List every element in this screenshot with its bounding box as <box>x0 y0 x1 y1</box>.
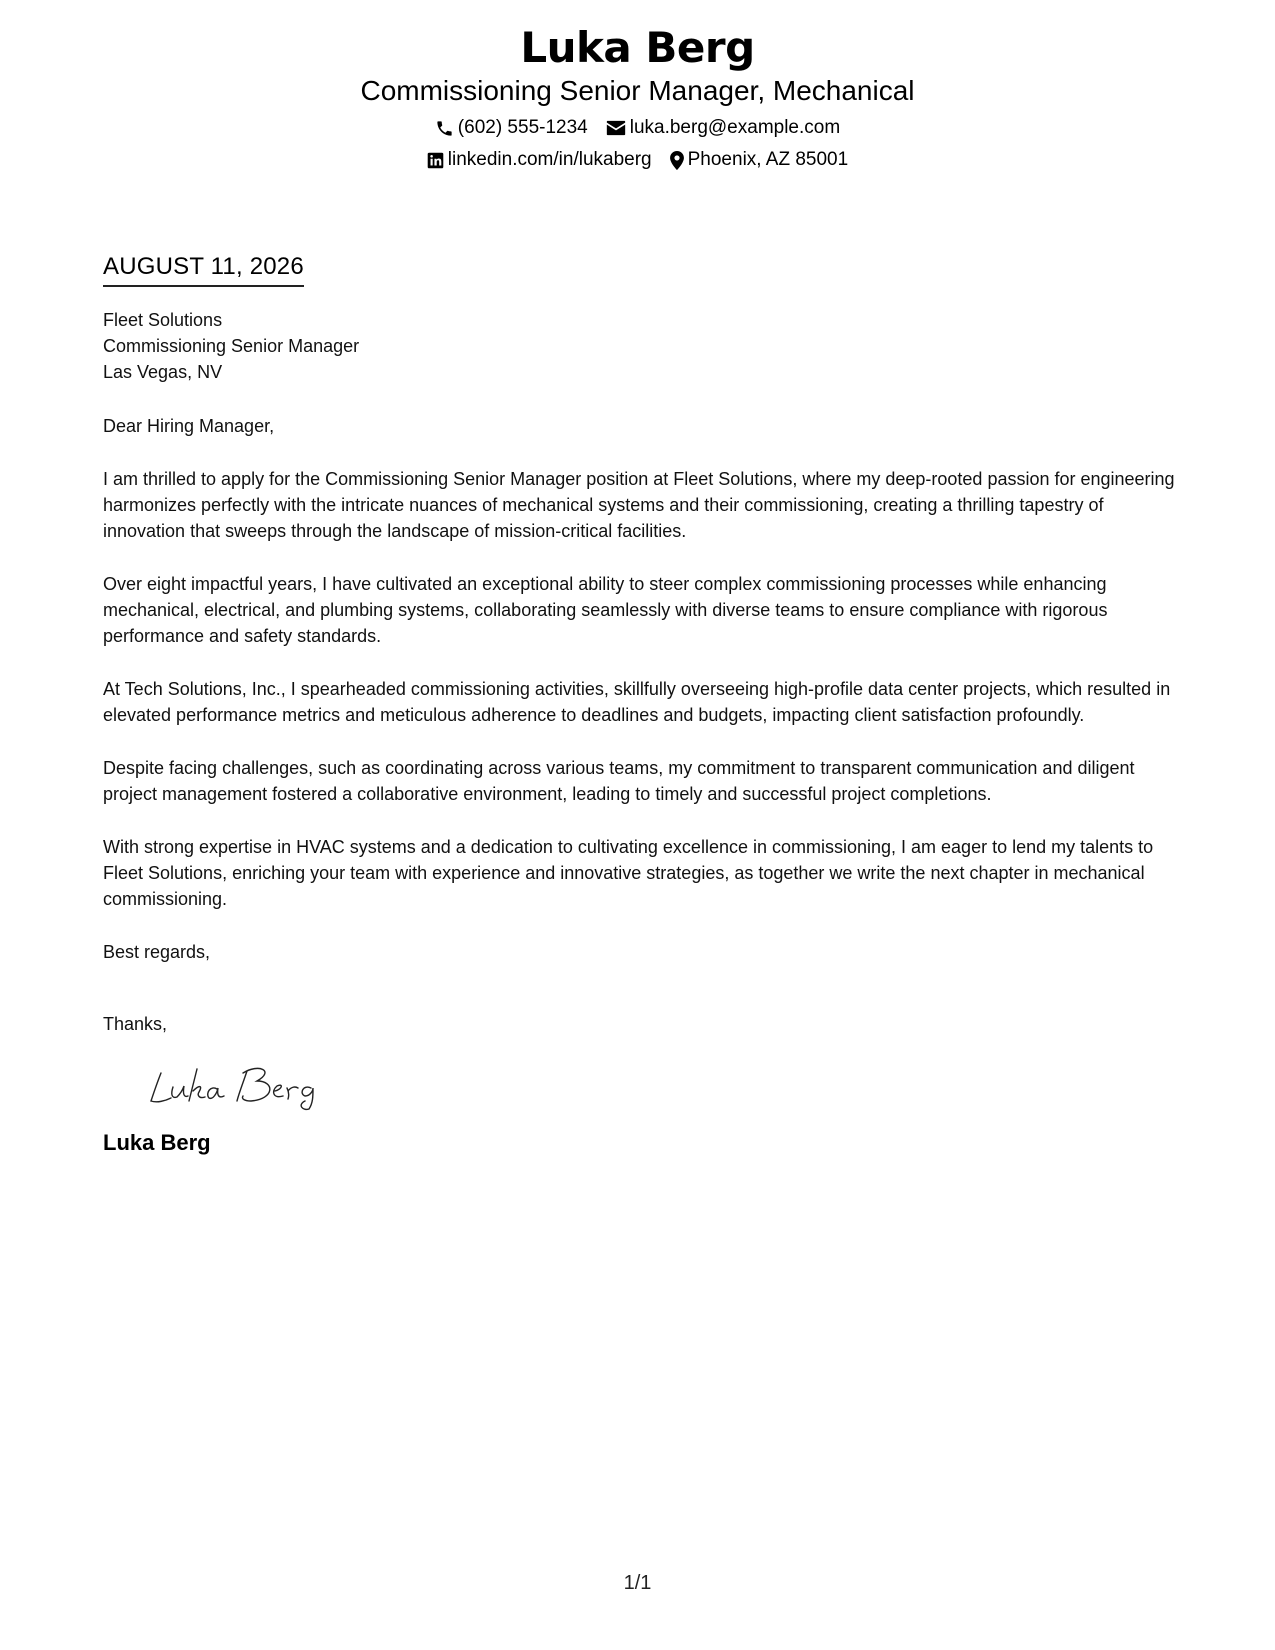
contact-phone[interactable] <box>435 117 588 139</box>
recipient-location: Las Vegas, NV <box>103 362 223 382</box>
linkedin-url: linkedin.com/in/lukaberg <box>447 149 652 170</box>
letter-body <box>103 252 1183 1157</box>
recipient-role: Commissioning Senior Manager <box>103 336 360 356</box>
contact-linkedin[interactable] <box>427 149 652 171</box>
contact-row-secondary <box>0 149 1275 171</box>
paragraph-intro: I am thrilled to apply for the Commissioning Senior Manager position at Fleet Solutions, where my deep-rooted passion for engineering harmonizes perfectly with the intricate nuances of mechanical systems and their commissioning, creating a thrilling tapestry of innovation that sweeps through the landscape of mission-critical facilities. <box>103 469 1175 541</box>
letter-date: AUGUST 11, 2026 <box>103 252 304 287</box>
phone-number: (602) 555-1234 <box>457 117 588 138</box>
applicant-title: Commissioning Senior Manager, Mechanical <box>360 75 915 106</box>
paragraph-experience: Over eight impactful years, I have cultivated an exceptional ability to steer complex commissioning processes while enhancing mechanical, electrical, and plumbing systems, collaborating seamlessly with diverse teams to ensure compliance with rigorous performance and safety standards. <box>103 574 1108 646</box>
linkedin-icon <box>427 152 444 169</box>
phone-icon <box>435 119 454 138</box>
map-pin-icon <box>670 151 684 170</box>
paragraph-challenges: Despite facing challenges, such as coordinating across various teams, my commitment to transparent communication and diligent project management fostered a collaborative environment, leading to timely and successful project completions. <box>103 758 1135 804</box>
thanks-phrase: Thanks, <box>103 1014 168 1034</box>
contact-email[interactable] <box>606 117 840 139</box>
email-address: luka.berg@example.com <box>629 117 841 138</box>
envelope-icon <box>606 120 626 136</box>
page-number: 1/1 <box>623 1572 652 1594</box>
paragraph-closing: With strong expertise in HVAC systems and a dedication to cultivating excellence in commissioning, I am eager to lend my talents to Fleet Solutions, enriching your team with experience and innovative strategies, as together we write the next chapter in mechanical commissioning. <box>103 837 1154 909</box>
recipient-company: Fleet Solutions <box>103 310 223 330</box>
handwritten-signature <box>147 1061 327 1111</box>
applicant-name: Luka Berg <box>520 23 755 72</box>
contact-location <box>670 149 849 171</box>
paragraph-achievement: At Tech Solutions, Inc., I spearheaded commissioning activities, skillfully overseeing high-profile data center projects, which resulted in elevated performance metrics and meticulous adherence to deadlines and budgets, impacting client satisfaction profoundly. <box>103 679 1171 725</box>
letter-header <box>0 22 1275 171</box>
location-text: Phoenix, AZ 85001 <box>687 149 849 170</box>
closing-phrase: Best regards, <box>103 942 211 962</box>
recipient-block <box>103 307 1183 385</box>
salutation: Dear Hiring Manager, <box>103 416 275 436</box>
contact-row-primary <box>0 117 1275 139</box>
signer-name: Luka Berg <box>103 1130 211 1155</box>
